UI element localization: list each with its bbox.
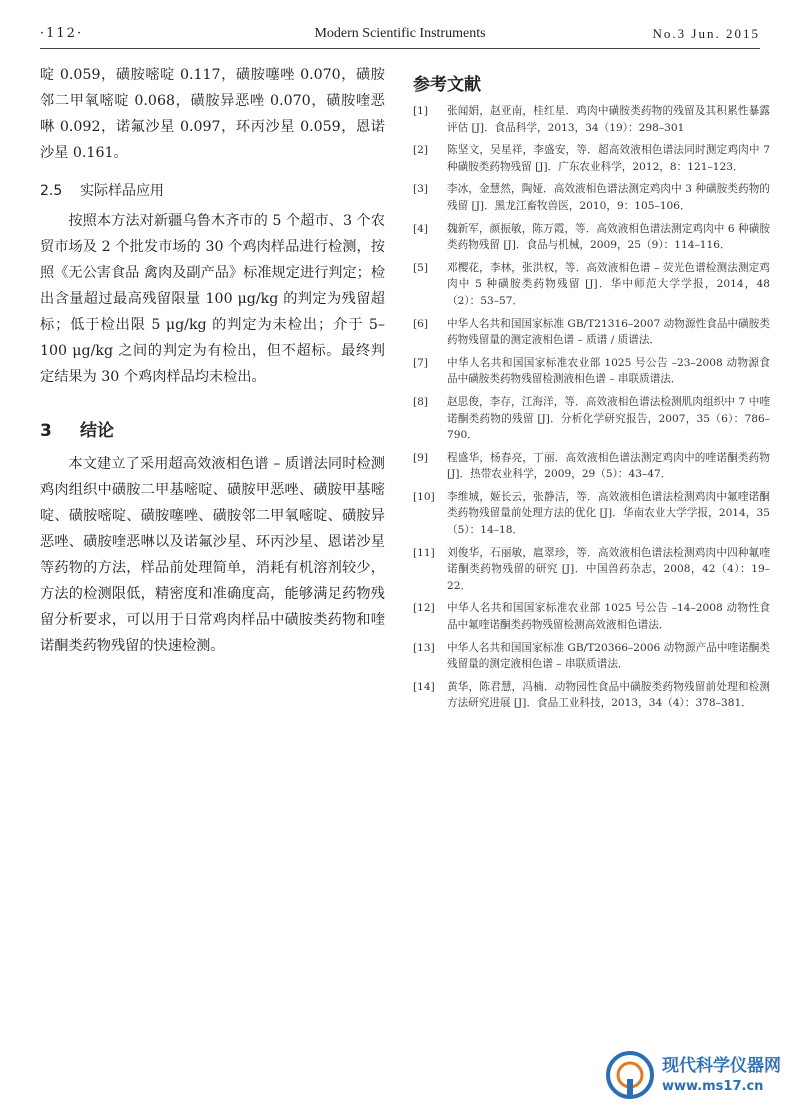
reference-item (413, 679, 770, 712)
reference-text: 邓樱花，李林，张洪权，等．高效液相色谱 – 荧光色谱检测法测定鸡肉中 5 种磺胺类药物残留 [J]．华中师范大学学报，2014，48（2）：53–57． (447, 261, 770, 307)
references-column (413, 62, 770, 718)
intro-paragraph: 啶 0.059，磺胺嘧啶 0.117，磺胺噻唑 0.070，磺胺邻二甲氧嘧啶 0.068，磺胺异恶唑 0.070，磺胺喹恶啉 0.092，诺氟沙星 0.097，环丙沙星 0.059，恩诺沙星 0.161。 (40, 67, 385, 161)
reference-text: 李维城，姬长云，张静洁，等．高效液相色谱法检测鸡肉中氟喹诺酮类药物残留量前处理方法的优化 [J]．华南农业大学学报，2014，35（5）：14–18． (447, 490, 770, 537)
reference-item (413, 450, 770, 483)
reference-item (413, 142, 770, 175)
running-header (40, 22, 760, 49)
reference-number: [13] (413, 641, 435, 654)
journal-name: Modern Scientific Instruments (314, 26, 486, 41)
reference-number: [14] (413, 680, 435, 693)
reference-text: 黄华，陈君慧，冯楠．动物园性食品中磺胺类药物残留前处理和检测方法研究进展 [J]．食品工业科技，2013，34（4）：378–381． (447, 680, 770, 710)
section-2-5-heading (40, 180, 385, 200)
reference-number: [3] (413, 183, 429, 196)
reference-number: [12] (413, 602, 435, 615)
left-column (40, 62, 385, 659)
reference-item (413, 394, 770, 444)
reference-text: 赵思俊，李存，江海洋，等．高效液相色谱法检测肌肉组织中 7 中喹诺酮类药物的残留 [J]．分析化学研究报告，2007，35（6）：786–790． (447, 395, 770, 442)
reference-item (413, 545, 770, 595)
section-title: 结论 (80, 421, 114, 441)
reference-number: [8] (413, 395, 429, 408)
issue-info: No.3 Jun. 2015 (652, 26, 760, 41)
reference-number: [1] (413, 105, 429, 117)
reference-item (413, 181, 770, 214)
reference-item (413, 600, 770, 633)
reference-number: [10] (413, 490, 435, 503)
reference-text: 刘俊华，石丽敏，扈翠珍，等．高效液相色谱法检测鸡肉中四种氟喹诺酮类药物残留的研究 [J]．中国兽药杂志，2008，42（4）：19–22． (447, 546, 770, 592)
section-3-heading (40, 416, 385, 441)
reference-text: 李冰，金慧然，陶娅．高效液相色谱法测定鸡肉中 3 种磺胺类药物的残留 [J]．黑龙江畜牧兽医，2010，9：105–106． (447, 183, 770, 212)
section-number: 3 (40, 421, 52, 441)
reference-number: [2] (413, 144, 429, 157)
section-number: 2.5 (40, 183, 63, 199)
reference-text: 中华人名共和国国家标准农业部 1025 号公告 –23–2008 动物源食品中磺胺类药物残留检测液相色谱 – 串联质谱法． (447, 356, 770, 386)
reference-text: 程盛华，杨春亮，丁丽．高效液相色谱法测定鸡肉中的喹诺酮类药物 [J]．热带农业科学，2009，29（5）：43–47． (447, 451, 770, 481)
reference-number: [11] (413, 546, 435, 559)
reference-item (413, 355, 770, 388)
reference-item (413, 221, 770, 254)
reference-item (413, 103, 770, 136)
watermark-logo-icon (604, 1049, 656, 1101)
conclusion-paragraph: 本文建立了采用超高效液相色谱 – 质谱法同时检测鸡肉组织中磺胺二甲基嘧啶、磺胺甲恶唑、磺胺甲基嘧啶、磺胺嘧啶、磺胺噻唑、磺胺邻二甲氧嘧啶、磺胺异恶唑、磺胺喹恶啉以及诺氟沙星、环丙沙星、恩诺沙星等药物的方法，样品前处理简单，消耗有机溶剂较少，方法的检测限低，精密度和准确度高，能够满足药物残留分析要求，可以用于日常鸡肉样品中磺胺类药物和喹诺酮类药物残留的快速检测。 (40, 456, 385, 654)
reference-item (413, 316, 770, 349)
reference-text: 中华人名共和国国家标准农业部 1025 号公告 –14–2008 动物性食品中氟喹诺酮类药物残留检测高效液相色谱法． (447, 602, 770, 632)
reference-number: [6] (413, 317, 429, 330)
reference-list (413, 103, 770, 712)
reference-text: 张闻娟，赵亚南，桂红星．鸡肉中磺胺类药物的残留及其积累性暴露评估 [J]．食品科学，2013，34（19）：298–301 (447, 105, 770, 134)
page-number: ·112· (40, 26, 84, 41)
reference-text: 中华人名共和国国家标准 GB/T20366–2006 动物源产品中喹诺酮类残留量的测定液相色谱 – 串联质谱法． (447, 641, 770, 671)
reference-number: [7] (413, 356, 429, 369)
section-title: 实际样品应用 (80, 183, 164, 199)
reference-number: [5] (413, 261, 429, 274)
reference-text: 陈坚文，吴星祥，李盛安，等．超高效液相色谱法同时测定鸡肉中 7 种磺胺类药物残留 [J]．广东农业科学，2012，8：121–123． (447, 144, 770, 173)
reference-number: [9] (413, 451, 429, 464)
reference-text: 魏新军，颜振敏，陈万霞，等．高效液相色谱法测定鸡肉中 6 种磺胺类药物残留 [J]．食品与机械，2009，25（9）：114–116． (447, 222, 770, 252)
watermark-url: www.ms17.cn (662, 1079, 764, 1094)
site-watermark (604, 1045, 794, 1107)
references-title: 参考文献 (413, 75, 481, 95)
reference-number: [4] (413, 222, 429, 235)
watermark-site-name: 现代科学仪器网 (662, 1056, 781, 1076)
reference-item (413, 489, 770, 539)
reference-item (413, 640, 770, 673)
reference-text: 中华人名共和国国家标准 GB/T21316–2007 动物源性食品中磺胺类药物残留量的测定液相色谱 – 质谱 / 质谱法． (447, 317, 770, 347)
reference-item (413, 260, 770, 310)
section-2-5-paragraph: 按照本方法对新疆乌鲁木齐市的 5 个超市、3 个农贸市场及 2 个批发市场的 30 个鸡肉样品进行检测，按照《无公害食品 禽肉及副产品》标准规定进行判定；检出含量超过最高残留限量 100 μg/kg 的判定为残留超标；低于检出限 5 μg/kg 的判定为未检出；介于 5–100 μg/kg 之间的判定为有检出，但不超标。最终判定结果为 30 个鸡肉样品均未检出。 (40, 213, 386, 385)
